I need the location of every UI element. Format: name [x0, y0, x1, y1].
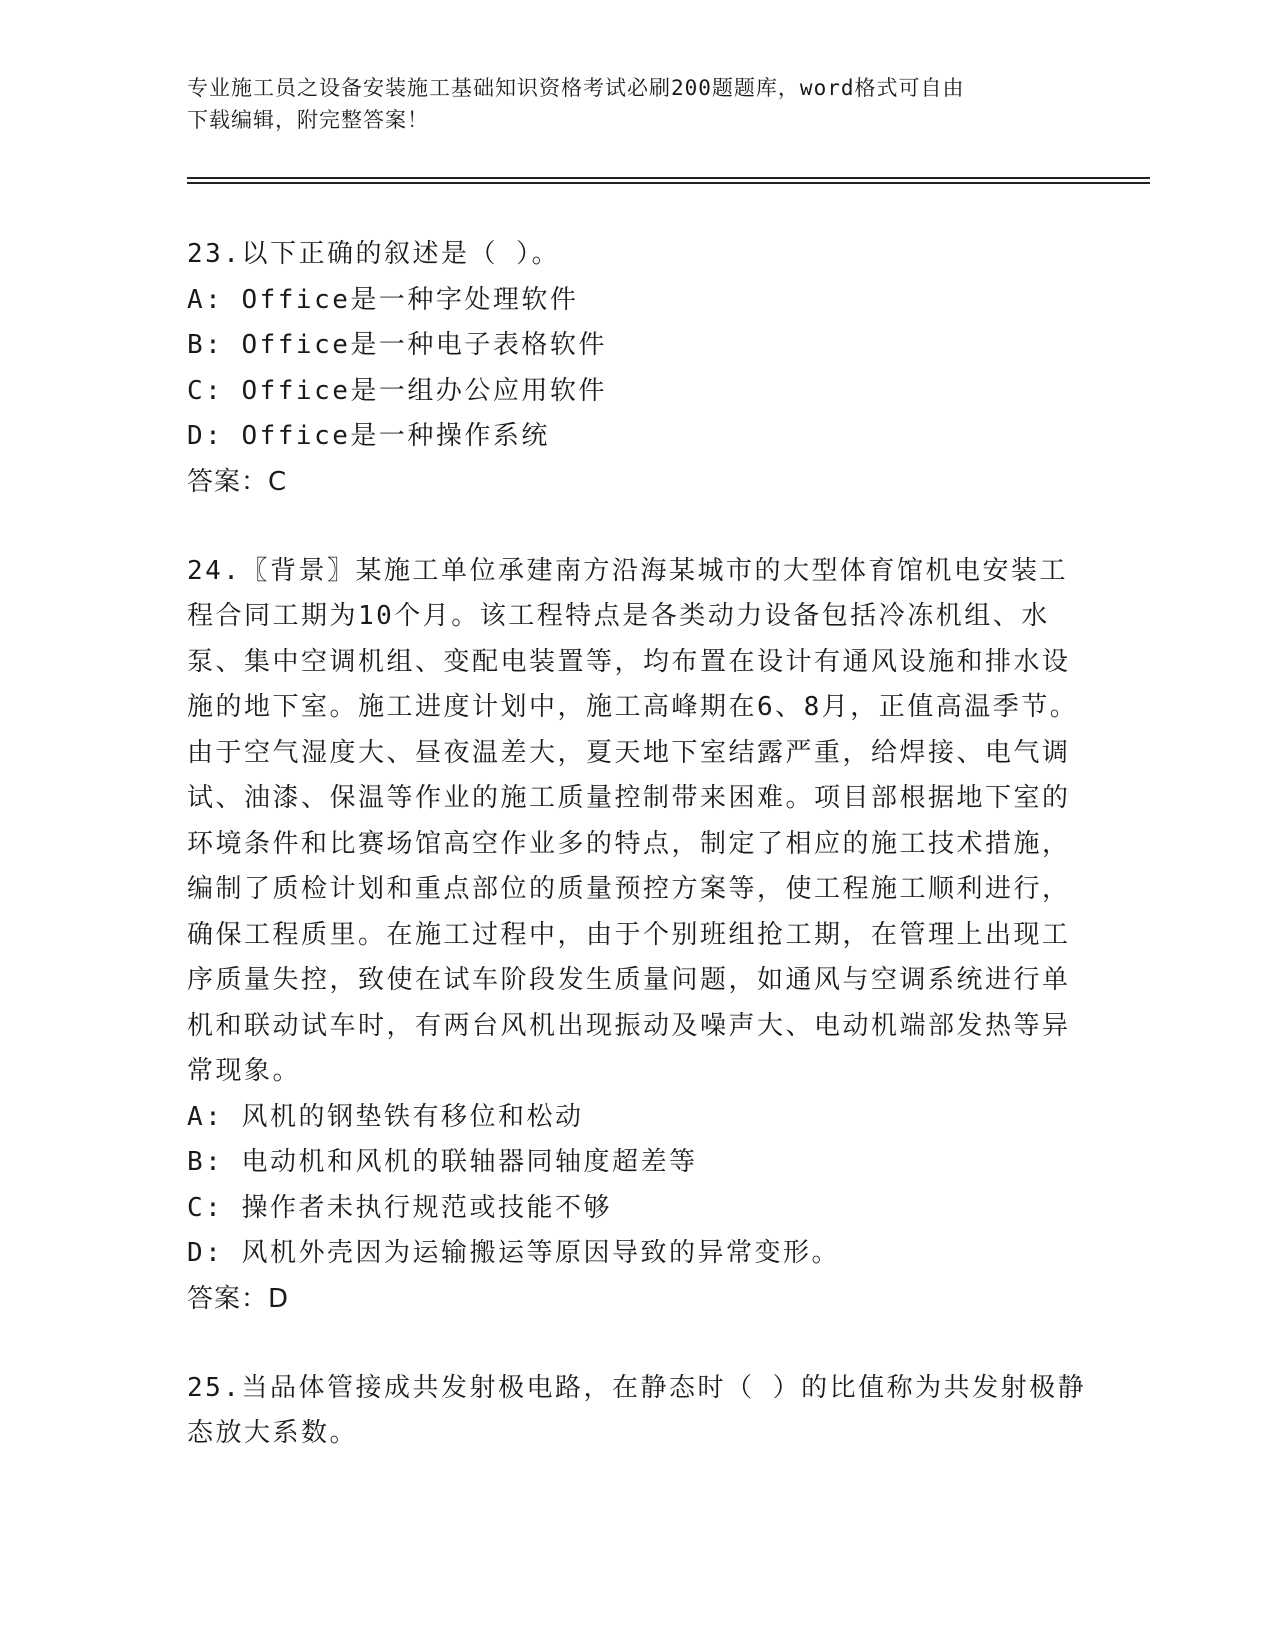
option-d: D: 风机外壳因为运输搬运等原因导致的异常变形。: [187, 1238, 840, 1268]
header-divider-top: [187, 177, 1150, 179]
option-c: C: Office是一组办公应用软件: [187, 375, 607, 406]
header-title-line1: 专业施工员之设备安装施工基础知识资格考试必刷200题题库，word格式可自由: [187, 76, 965, 100]
answer-label: 答案：C: [187, 466, 288, 497]
header-title-line2: 下载编辑，附完整答案！: [187, 108, 429, 132]
option-d: D: Office是一种操作系统: [187, 421, 550, 451]
option-a: A: Office是一种字处理软件: [187, 284, 579, 315]
question-list: [187, 232, 1087, 1501]
question-23: [187, 232, 1087, 505]
answer-label: 答案：D: [187, 1283, 290, 1314]
question-text: 24.〖背景〗某施工单位承建南方沿海某城市的大型体育馆机电安装工程合同工期为10个月。该工程特点是各类动力设备包括冷冻机组、水泵、集中空调机组、变配电装置等，均布置在设计有通风设施和排水设施的地下室。施工进度计划中，施工高峰期在6、8月，正值高温季节。由于空气湿度大、昼夜温差大，夏天地下室结露严重，给焊接、电气调试、油漆、保温等作业的施工质量控制带来困难。项目部根据地下室的环境条件和比赛场馆高空作业多的特点，制定了相应的施工技术措施，编制了质检计划和重点部位的质量预控方案等，使工程施工顺利进行，确保工程质里。在施工过程中，由于个别班组抢工期，在管理上出现工序质量失控，致使在试车阶段发生质量问题，如通风与空调系统进行单机和联动试车时，有两台风机出现振动及噪声大、电动机端部发热等异常现象。: [187, 555, 1079, 1086]
document-header: [187, 72, 1067, 136]
question-text: 23.以下正确的叙述是（ ）。: [187, 239, 561, 269]
option-b: B: 电动机和风机的联轴器同轴度超差等: [187, 1147, 698, 1177]
question-text: 25.当品体管接成共发射极电路，在静态时（ ）的比值称为共发射极静态放大系数。: [187, 1372, 1087, 1448]
question-24: [187, 549, 1087, 1322]
option-b: B: Office是一种电子表格软件: [187, 330, 607, 360]
option-c: C: 操作者未执行规范或技能不够: [187, 1192, 612, 1223]
header-divider-bottom: [187, 182, 1150, 184]
option-a: A: 风机的钢垫铁有移位和松动: [187, 1101, 584, 1132]
question-25: [187, 1366, 1087, 1457]
